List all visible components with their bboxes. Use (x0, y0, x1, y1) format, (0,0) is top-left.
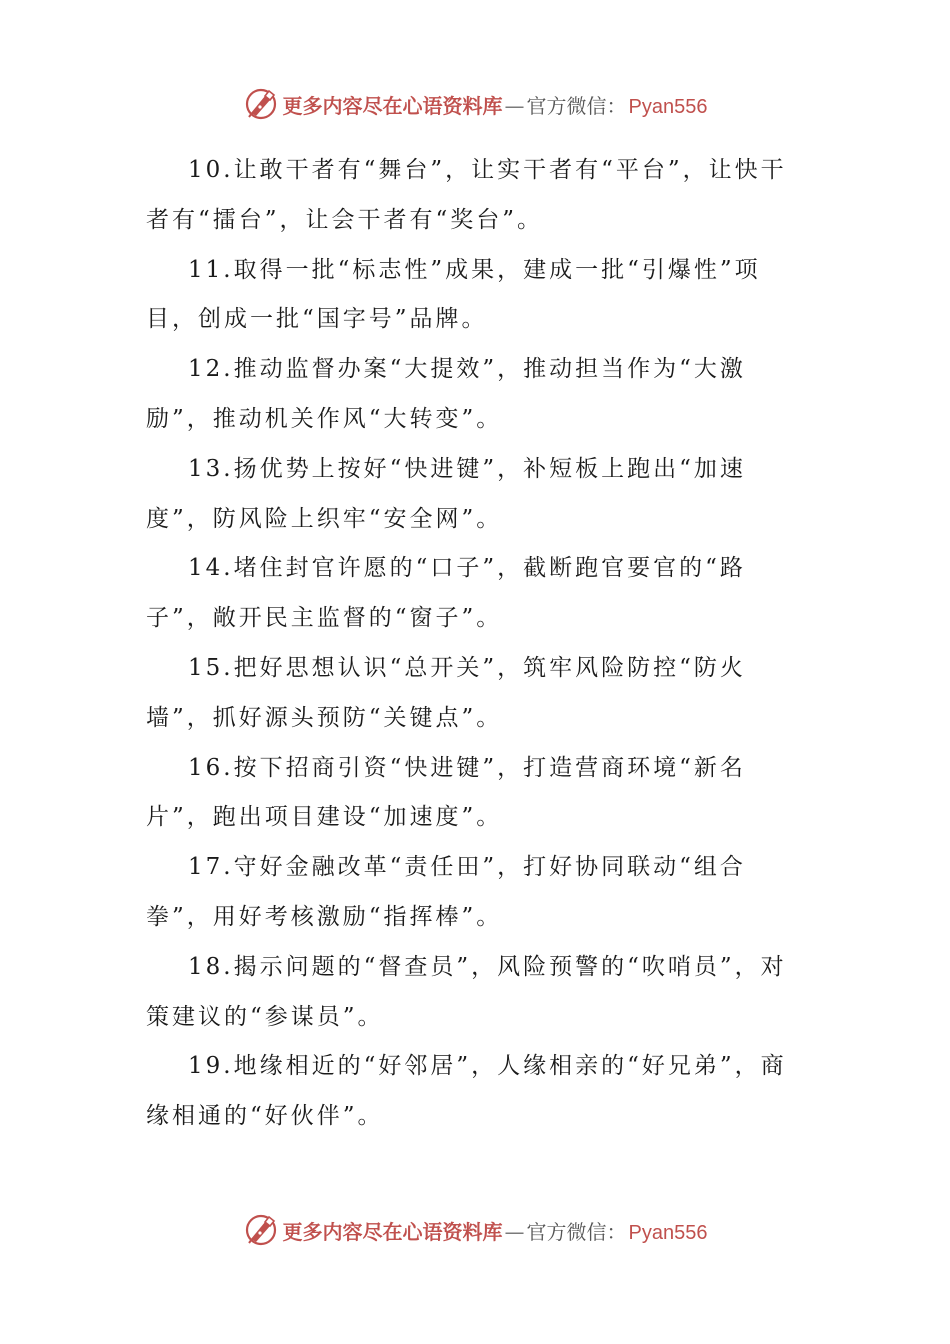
pen-nib-logo-icon (243, 86, 279, 122)
header-banner (0, 82, 950, 126)
banner-dash: — (504, 1219, 525, 1244)
banner-site-text: 更多内容尽在心语资料库 (282, 1219, 503, 1244)
banner-wechat-label: 官方微信： (526, 93, 627, 118)
banner-wechat-label: 官方微信： (526, 1219, 627, 1244)
footer-banner (0, 1208, 950, 1252)
paragraph-18: 18.揭示问题的“督查员”，风险预警的“吹哨员”，对策建议的“参谋员”。 (146, 953, 787, 1030)
banner-wechat-id: Pyan556 (628, 1221, 708, 1244)
paragraph-19: 19.地缘相近的“好邻居”，人缘相亲的“好兄弟”，商缘相通的“好伙伴”。 (146, 1053, 787, 1130)
paragraph-15: 15.把好思想认识“总开关”，筑牢风险防控“防火墙”，抓好源头预防“关键点”。 (146, 654, 746, 731)
document-body (146, 146, 790, 1142)
banner-dash: — (504, 93, 525, 118)
paragraph-13: 13.扬优势上按好“快进键”，补短板上跑出“加速度”，防风险上织牢“安全网”。 (146, 455, 746, 532)
banner-wechat-id: Pyan556 (628, 95, 708, 118)
banner-site-text: 更多内容尽在心语资料库 (282, 93, 503, 118)
paragraph-12: 12.推动监督办案“大提效”，推动担当作为“大激励”，推动机关作风“大转变”。 (146, 356, 746, 432)
pen-nib-logo-icon (243, 1212, 279, 1248)
paragraph-16: 16.按下招商引资“快进键”，打造营商环境“新名片”，跑出项目建设“加速度”。 (146, 754, 746, 831)
paragraph-17: 17.守好金融改革“责任田”，打好协同联动“组合拳”，用好考核激励“指挥棒”。 (146, 854, 746, 930)
paragraph-14: 14.堵住封官许愿的“口子”，截断跑官要官的“路子”，敞开民主监督的“窗子”。 (146, 555, 746, 632)
paragraph-11: 11.取得一批“标志性”成果，建成一批“引爆性”项目，创成一批“国字号”品牌。 (146, 256, 761, 333)
paragraph-10: 10.让敢干者有“舞台”，让实干者有“平台”，让快干者有“擂台”，让会干者有“奖台”。 (146, 157, 787, 233)
